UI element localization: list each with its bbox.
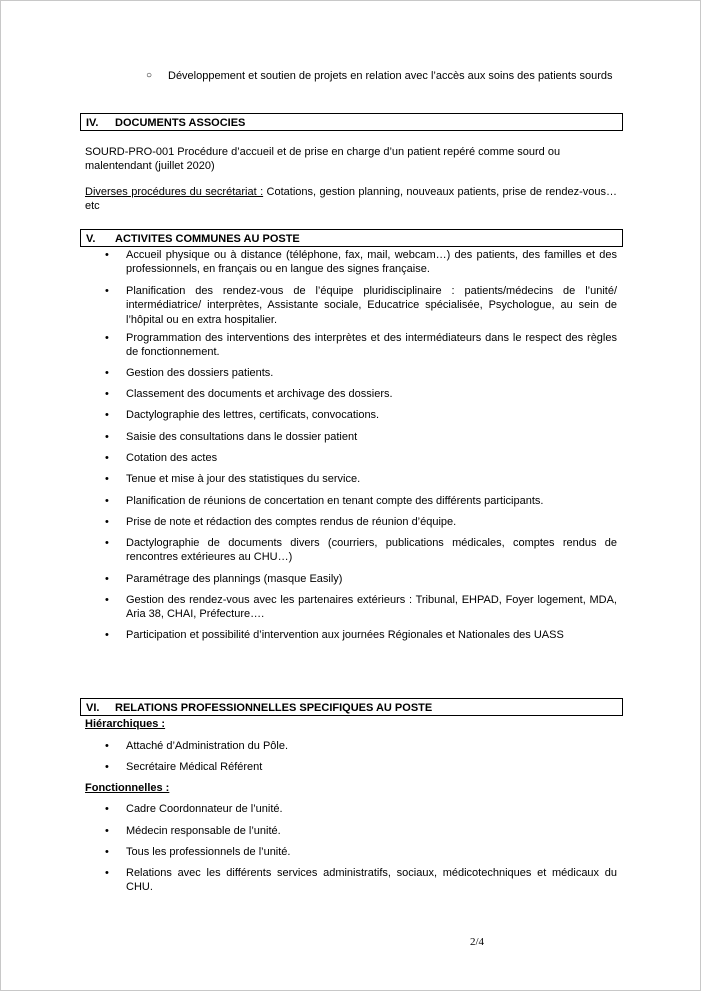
- circle-bullet-icon: ○: [146, 70, 153, 81]
- bullet-icon: •: [105, 573, 109, 585]
- activity-item: Planification des rendez-vous de l’équipe pluridisciplinaire : patients/médecins de l’unité/ intermédiatrice/ interprètes, Assistante sociale, Educatrice spécialisée, Psychologue, au sein de l’hôpital ou en extra hospitalier.: [126, 285, 617, 326]
- bullet-icon: •: [105, 846, 109, 858]
- bullet-icon: •: [105, 867, 109, 879]
- functional-label: Fonctionnelles :: [85, 782, 170, 794]
- hierarchical-item: Attaché d’Administration du Pôle.: [126, 740, 289, 752]
- bullet-icon: •: [105, 516, 109, 528]
- functional-item: Cadre Coordonnateur de l’unité.: [126, 803, 283, 815]
- bullet-icon: •: [105, 367, 109, 379]
- bullet-icon: •: [105, 452, 109, 464]
- section-number: V.: [86, 233, 96, 245]
- procedures-text: Cotations, gestion planning, nouveaux patients, prise de rendez-vous…etc: [85, 186, 617, 213]
- section-title: DOCUMENTS ASSOCIES: [115, 117, 246, 129]
- activity-item: Classement des documents et archivage des dossiers.: [126, 388, 393, 400]
- activity-item: Dactylographie de documents divers (courriers, publications médicales, comptes rendus de rencontres extérieures au CHU…): [126, 537, 617, 564]
- functional-item: Relations avec les différents services administratifs, sociaux, médicotechniques et médicaux du CHU.: [126, 867, 617, 894]
- bullet-icon: •: [105, 388, 109, 400]
- intro-list-item: Développement et soutien de projets en relation avec l’accès aux soins des patients sourds: [168, 70, 613, 82]
- section-title: ACTIVITES COMMUNES AU POSTE: [115, 233, 300, 245]
- activity-item: Prise de note et rédaction des comptes rendus de réunion d’équipe.: [126, 516, 457, 528]
- section-4-header: [80, 113, 623, 131]
- document-reference: SOURD-PRO-001 Procédure d’accueil et de prise en charge d’un patient repéré comme sourd ou malentendant (juillet 2020): [85, 146, 561, 173]
- activity-item: Planification de réunions de concertation en tenant compte des différents participants.: [126, 495, 544, 507]
- activity-item: Dactylographie des lettres, certificats, convocations.: [126, 409, 380, 421]
- bullet-icon: •: [105, 249, 109, 261]
- bullet-icon: •: [105, 761, 109, 773]
- activity-item: Participation et possibilité d’intervention aux journées Régionales et Nationales des UASS: [126, 629, 564, 641]
- hierarchical-label: Hiérarchiques :: [85, 718, 166, 730]
- section-5-header: [80, 229, 623, 247]
- procedures-label: Diverses procédures du secrétariat :: [85, 186, 264, 198]
- secretariat-procedures: [85, 185, 617, 214]
- activity-item: Saisie des consultations dans le dossier patient: [126, 431, 358, 443]
- bullet-icon: •: [105, 594, 109, 606]
- section-number: IV.: [86, 117, 99, 129]
- activity-item: Cotation des actes: [126, 452, 218, 464]
- section-number: VI.: [86, 702, 100, 714]
- section-title: RELATIONS PROFESSIONNELLES SPECIFIQUES AU POSTE: [115, 702, 433, 714]
- bullet-icon: •: [105, 473, 109, 485]
- bullet-icon: •: [105, 409, 109, 421]
- activity-item: Accueil physique ou à distance (téléphone, fax, mail, webcam…) des patients, des familles et des professionnels, en français ou en langue des signes française.: [126, 249, 617, 276]
- activity-item: Programmation des interventions des interprètes et des intermédiateurs dans le respect des règles de fonctionnement.: [126, 332, 617, 359]
- activity-item: Tenue et mise à jour des statistiques du service.: [126, 473, 361, 485]
- bullet-icon: •: [105, 825, 109, 837]
- page-number: 2/4: [470, 936, 485, 948]
- bullet-icon: •: [105, 740, 109, 752]
- functional-item: Médecin responsable de l’unité.: [126, 825, 281, 837]
- activity-item: Gestion des dossiers patients.: [126, 367, 274, 379]
- bullet-icon: •: [105, 285, 109, 297]
- bullet-icon: •: [105, 332, 109, 344]
- bullet-icon: •: [105, 537, 109, 549]
- bullet-icon: •: [105, 431, 109, 443]
- hierarchical-item: Secrétaire Médical Référent: [126, 761, 263, 773]
- activity-item: Paramétrage des plannings (masque Easily): [126, 573, 343, 585]
- bullet-icon: •: [105, 495, 109, 507]
- activity-item: Gestion des rendez-vous avec les partenaires extérieurs : Tribunal, EHPAD, Foyer logement, MDA, Aria 38, CHAI, Préfecture….: [126, 594, 617, 621]
- functional-item: Tous les professionnels de l’unité.: [126, 846, 291, 858]
- bullet-icon: •: [105, 803, 109, 815]
- section-6-header: [80, 698, 623, 716]
- bullet-icon: •: [105, 629, 109, 641]
